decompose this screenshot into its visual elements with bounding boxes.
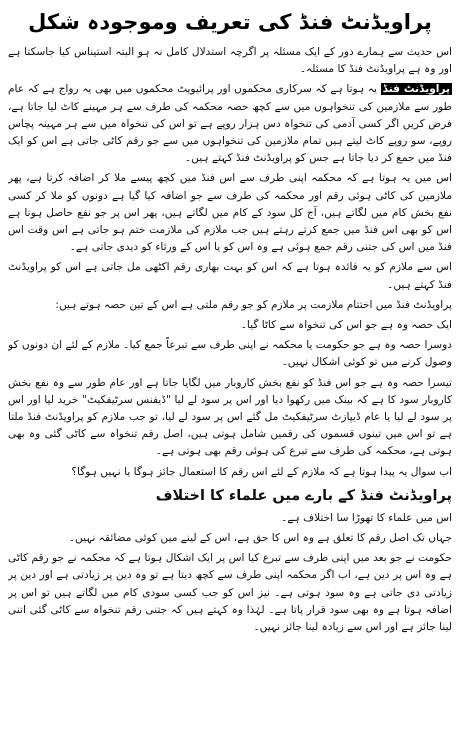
paragraph	[8, 337, 452, 371]
paragraph-text: جہاں تک اصل رقم کا تعلق ہے وہ اس کا حق ہے، اس کے لینے میں کوئی مضائقہ نہیں۔	[68, 532, 452, 545]
paragraph-text: یہ ہوتا ہے کہ سرکاری محکموں اور پرائیویٹ محکموں میں بھی یہ رواج ہے کہ عام طور سے ملازمین کی تنخواہوں میں سے کچھ حصہ محکمہ کی طرف سے ہر مہینے کاٹ لیا جاتا ہے، فرض کریں اگر کسی آدمی کی تنخواہ دس ہزار روپے ہے تو اس کی تنخواہ میں سے ہر مہینہ پچاس روپے، سو روپے کاٹ لیتے ہیں تمام ملازمین کی تنخواہوں میں سے جو رقم کاٹی جاتی ہے اس کو ایک فنڈ میں جمع کر دیا جاتا ہے جس کو پراویڈنٹ فنڈ کہتے ہیں۔	[8, 83, 452, 165]
paragraph-text: پراویڈنٹ فنڈ میں اختتام ملازمت پر ملازم کو جو رقم ملتی ہے اس کے تین حصہ ہوتے ہیں:	[55, 298, 452, 311]
paragraph	[8, 530, 452, 547]
paragraph	[8, 317, 452, 334]
highlighted-term: پراویڈنٹ فنڈ	[382, 83, 450, 96]
paragraph	[8, 44, 452, 78]
paragraph	[8, 510, 452, 527]
paragraph-text: اس میں علماء کا تھوڑا سا اختلاف ہے۔	[281, 511, 452, 524]
paragraph	[8, 550, 452, 636]
paragraph-text: اس میں یہ ہوتا ہے کہ محکمہ اپنی طرف سے اس فنڈ میں کچھ پیسے ملا کر اضافہ کرتا ہے، پھر ملازمین کی کاٹی ہوئی رقم اور محکمہ کی طرف سے جو اضافہ کیا گیا ہے دونوں کو ملا کر کسی نفع بخش کام میں لگاتے ہیں، آج کل سود کے کام میں لگاتے ہیں، پھر اس پر جو نفع حاصل ہوتا ہے اس کو بھی اس فنڈ میں جمع کرتے رہتے ہیں جب ملازم کی ملازمت ختم ہو جاتی ہے اس وقت اس فنڈ میں اس کی جتنی رقم جمع ہوئی ہے وہ اس کو یا اس کے ورثاء کو دیدی جاتی ہے۔	[8, 172, 452, 254]
page-title: پراویڈنٹ فنڈ کی تعریف وموجودہ شکل	[28, 10, 432, 34]
paragraph-text: اس حدیث سے ہمارے دور کے ایک مسئلہ پر اگرچہ استدلال کامل نہ ہو البتہ استیناس کیا جاسکتا ہے اور وہ ہے پراویڈنٹ فنڈ کا مسئلہ۔	[8, 46, 452, 76]
paragraph	[8, 297, 452, 314]
paragraph	[8, 464, 452, 481]
paragraph-text: ایک حصہ وہ ہے جو اس کی تنخواہ سے کاٹا گیا۔	[240, 319, 452, 332]
paragraph-text: دوسرا حصہ وہ ہے جو حکومت یا محکمہ نے اپنی طرف سے تبرعاً جمع کیا۔ ملازم کے لئے ان دونوں کو وصول کرنے میں تو کوئی اشکال نہیں۔	[8, 339, 452, 369]
section-heading: پراویڈنٹ فنڈ کے بارے میں علماء کا اختلاف	[155, 487, 452, 504]
paragraph-text: تیسرا حصہ وہ ہے جو اس فنڈ کو نفع بخش کاروبار میں لگایا جاتا ہے اور عام طور سے وہ نفع بخش کاروبار سود کا ہے کہ بینک میں رکھوا دیا اور اس پر سود لے لیا "ڈیفنس سرٹیفکیٹ" خرید لیا اور اس پر سود لے لیا یا عام ڈیپازٹ سرٹیفکیٹ مل گئے اس پر سود لے لیا، تو جب ملازم کو پراویڈنٹ فنڈ ملتا ہے تو اس میں تینوں قسموں کی رقمیں شامل ہوتی ہیں، اصل رقم تنخواہ سے کاٹی گئی وہ بھی ہوتی ہے، محکمہ کی طرف سے تبرع کی ہوئی رقم بھی ہوتی ہے۔	[8, 376, 452, 458]
paragraph-text: اب سوال یہ پیدا ہوتا ہے کہ ملازم کے لئے اس رقم کا استعمال جائز ہوگا یا نہیں ہوگا؟	[71, 465, 452, 478]
paragraph	[8, 81, 452, 167]
paragraph	[8, 375, 452, 461]
paragraph-text: حکومت نے جو بعد میں اپنی طرف سے تبرع کیا اس پر ایک اشکال ہوتا ہے کہ محکمہ نے جو رقم کاٹی ہے وہ اس پر دین ہے، اب اگر محکمہ اپنی طرف سے کچھ دیتا ہے تو وہ دین پر زیادتی ہے اور دین پر زیادتی دی جاتی ہے وہ سود ہوتی ہے۔ نیز اس کو جب کسی سودی کام میں لگاتے ہیں تو اس پر اضافہ ہوتا ہے وہ بھی سود قرار پاتا ہے۔ لہٰذا وہ کہتے ہیں کہ جتنی رقم تنخواہ سے کاٹی گئی اتنی لینا جائز ہے اور اس سے زیادہ لینا جائز نہیں۔	[8, 552, 452, 634]
paragraph	[8, 170, 452, 256]
paragraph-text: اس سے ملازم کو یہ فائدہ ہوتا ہے کہ اس کو بہت بھاری رقم اکٹھی مل جاتی ہے اس کو پراویڈنٹ فنڈ کہتے ہیں۔	[8, 261, 452, 291]
paragraph	[8, 259, 452, 293]
article-body	[8, 44, 452, 744]
